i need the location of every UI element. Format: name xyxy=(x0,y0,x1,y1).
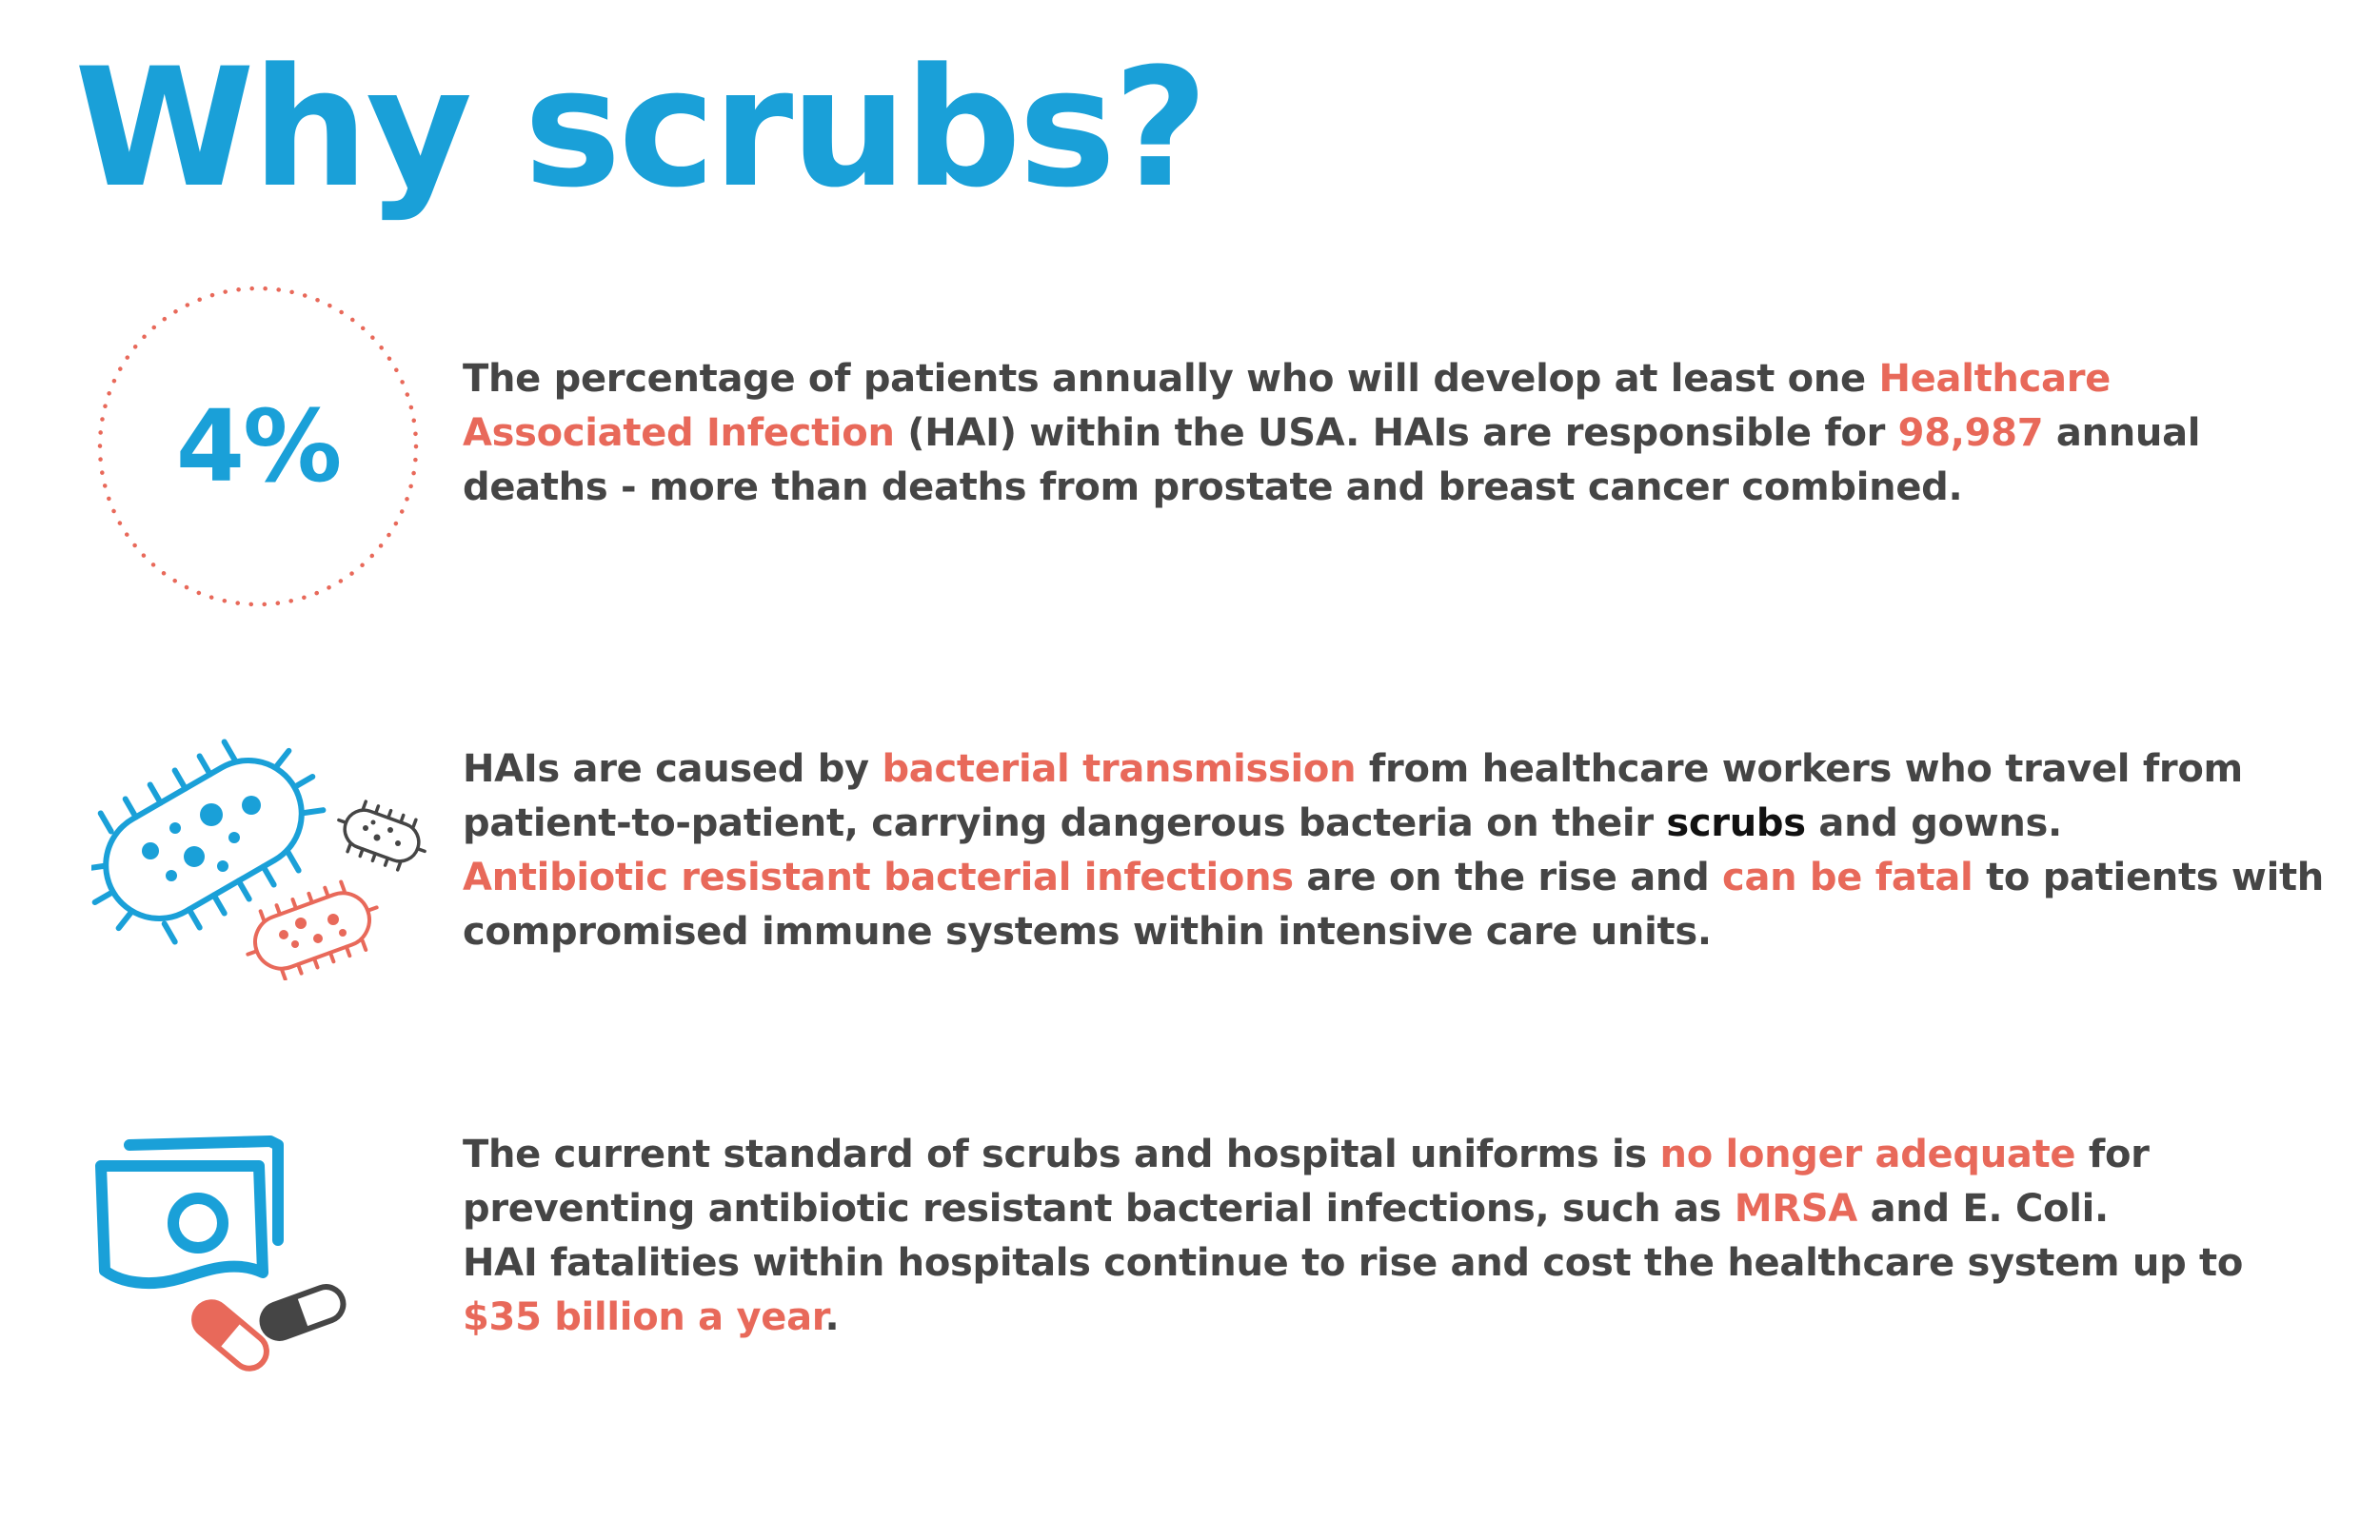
highlight-hai-term: Healthcare Associated Infection xyxy=(463,357,2111,455)
stat-value: 4% xyxy=(175,388,341,504)
highlight-fatal: can be fatal xyxy=(1722,856,1973,899)
text-segment: and E. Coli. xyxy=(1856,1187,2109,1231)
stat-circle xyxy=(93,282,423,615)
money-pills-illustration xyxy=(91,1128,358,1389)
section1-text xyxy=(463,352,2329,515)
text-segment: HAIs are caused by xyxy=(463,747,883,791)
text-segment: HAI fatalities within hospitals continue to rise and cost the healthcare system up to xyxy=(463,1241,2244,1285)
text-segment: for preventing antibiotic resistant bacterial infections, such as xyxy=(463,1133,2150,1231)
highlight-death-count: 98,987 xyxy=(1897,411,2044,455)
text-segment: . xyxy=(824,1295,840,1339)
section3-text xyxy=(463,1128,2329,1345)
section2-text xyxy=(463,742,2329,959)
highlight-scrubs: scrubs xyxy=(1666,801,1806,845)
text-segment: to patients with compromised immune systems within intensive care units. xyxy=(463,856,2324,954)
text-segment: (HAI) within the USA. HAIs are responsible for xyxy=(894,411,1898,455)
page-title: Why scrubs? xyxy=(74,32,1206,224)
text-segment: The current standard of scrubs and hospital uniforms is xyxy=(463,1133,1660,1176)
text-segment: are on the rise and xyxy=(1293,856,1723,899)
highlight-mrsa: MRSA xyxy=(1734,1187,1857,1231)
highlight-resistant-infections: Antibiotic resistant bacterial infections xyxy=(463,856,1294,899)
text-segment: from healthcare workers who travel from patient-to-patient, carrying dangerous bacteria on their xyxy=(463,747,2243,845)
text-segment: and gowns. xyxy=(1805,801,2062,845)
money-pills-icon xyxy=(91,1128,358,1385)
text-segment: annual deaths - more than deaths from prostate and breast cancer combined. xyxy=(463,411,2201,509)
highlight-not-adequate: no longer adequate xyxy=(1659,1133,2076,1176)
bacteria-icon xyxy=(91,723,434,980)
bacteria-illustration xyxy=(91,723,434,984)
text-segment: The percentage of patients annually who will develop at least one xyxy=(463,357,1879,401)
highlight-cost: $35 billion a year xyxy=(463,1295,825,1339)
highlight-transmission: bacterial transmission xyxy=(882,747,1357,791)
